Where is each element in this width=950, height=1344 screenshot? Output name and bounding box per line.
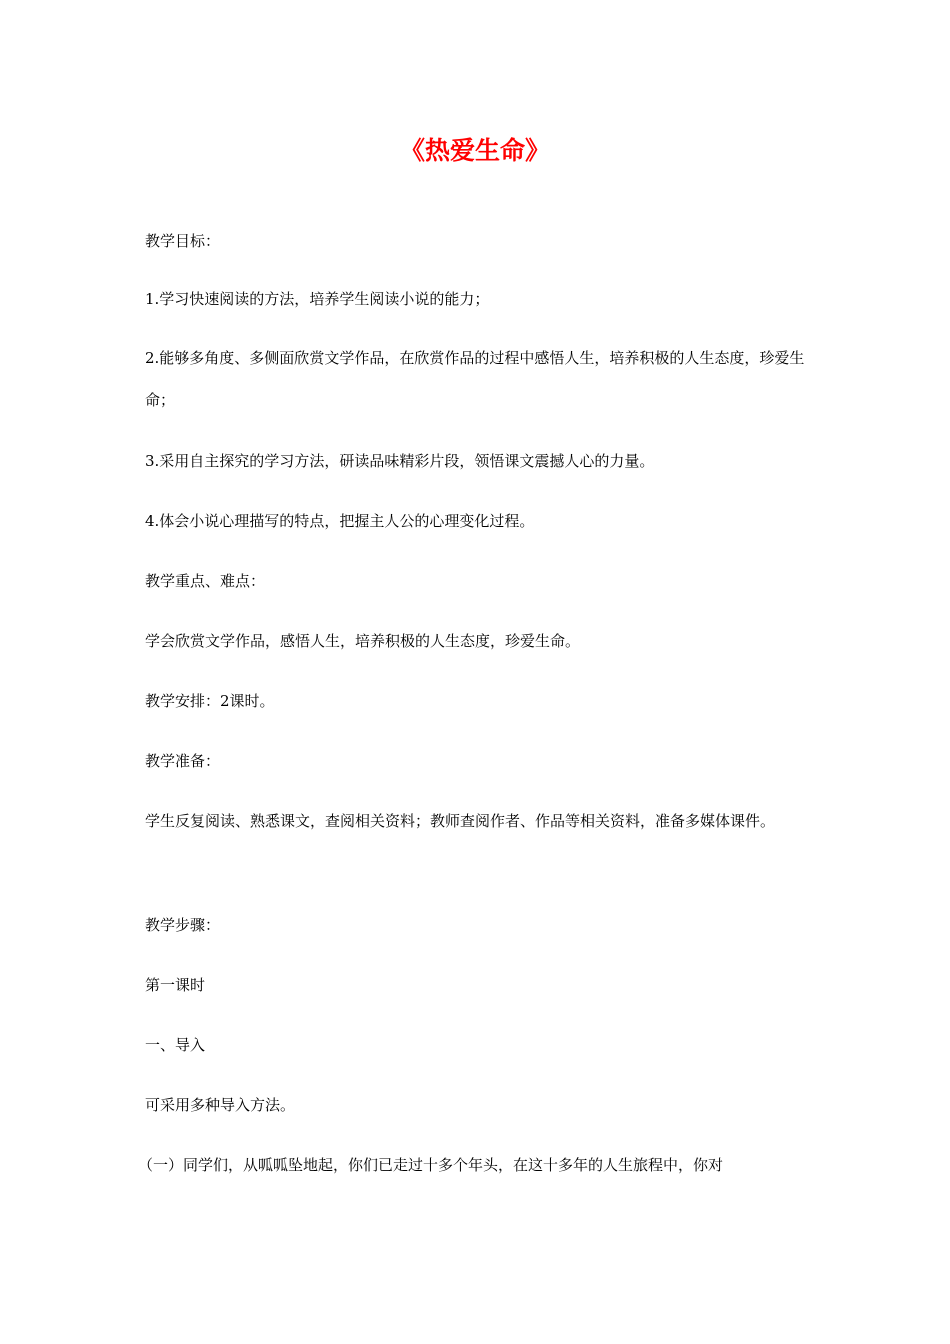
lesson-one-heading: 第一课时	[145, 976, 206, 994]
section-heading-objectives: 教学目标：	[145, 232, 221, 250]
objective-2: 2.能够多角度、多侧面欣赏文学作品，在欣赏作品的过程中感悟人生，培养积极的人生态度，珍爱生命；	[145, 349, 805, 409]
intro-option-one-text: （一）同学们，从呱呱坠地起，你们已走过十多个年头，在这十多年的人生旅程中，你对	[138, 1156, 724, 1174]
objective-4: 4.体会小说心理描写的特点，把握主人公的心理变化过程。	[145, 512, 535, 530]
key-points-text: 学会欣赏文学作品，感悟人生，培养积极的人生态度，珍爱生命。	[145, 632, 581, 650]
objective-3: 3.采用自主探究的学习方法，研读品味精彩片段，领悟课文震撼人心的力量。	[145, 452, 655, 470]
document-title: 《热爱生命》	[399, 136, 550, 165]
schedule-text: 教学安排：2课时。	[145, 692, 275, 710]
section-heading-steps: 教学步骤：	[145, 916, 221, 934]
preparation-text: 学生反复阅读、熟悉课文，查阅相关资料；教师查阅作者、作品等相关资料，准备多媒体课件。	[145, 812, 776, 830]
objective-1: 1.学习快速阅读的方法，培养学生阅读小说的能力；	[145, 290, 490, 308]
section-heading-key-points: 教学重点、难点：	[145, 572, 266, 590]
intro-methods-text: 可采用多种导入方法。	[145, 1096, 296, 1114]
part-one-heading: 一、导入	[145, 1036, 206, 1054]
section-heading-preparation: 教学准备：	[145, 752, 221, 770]
